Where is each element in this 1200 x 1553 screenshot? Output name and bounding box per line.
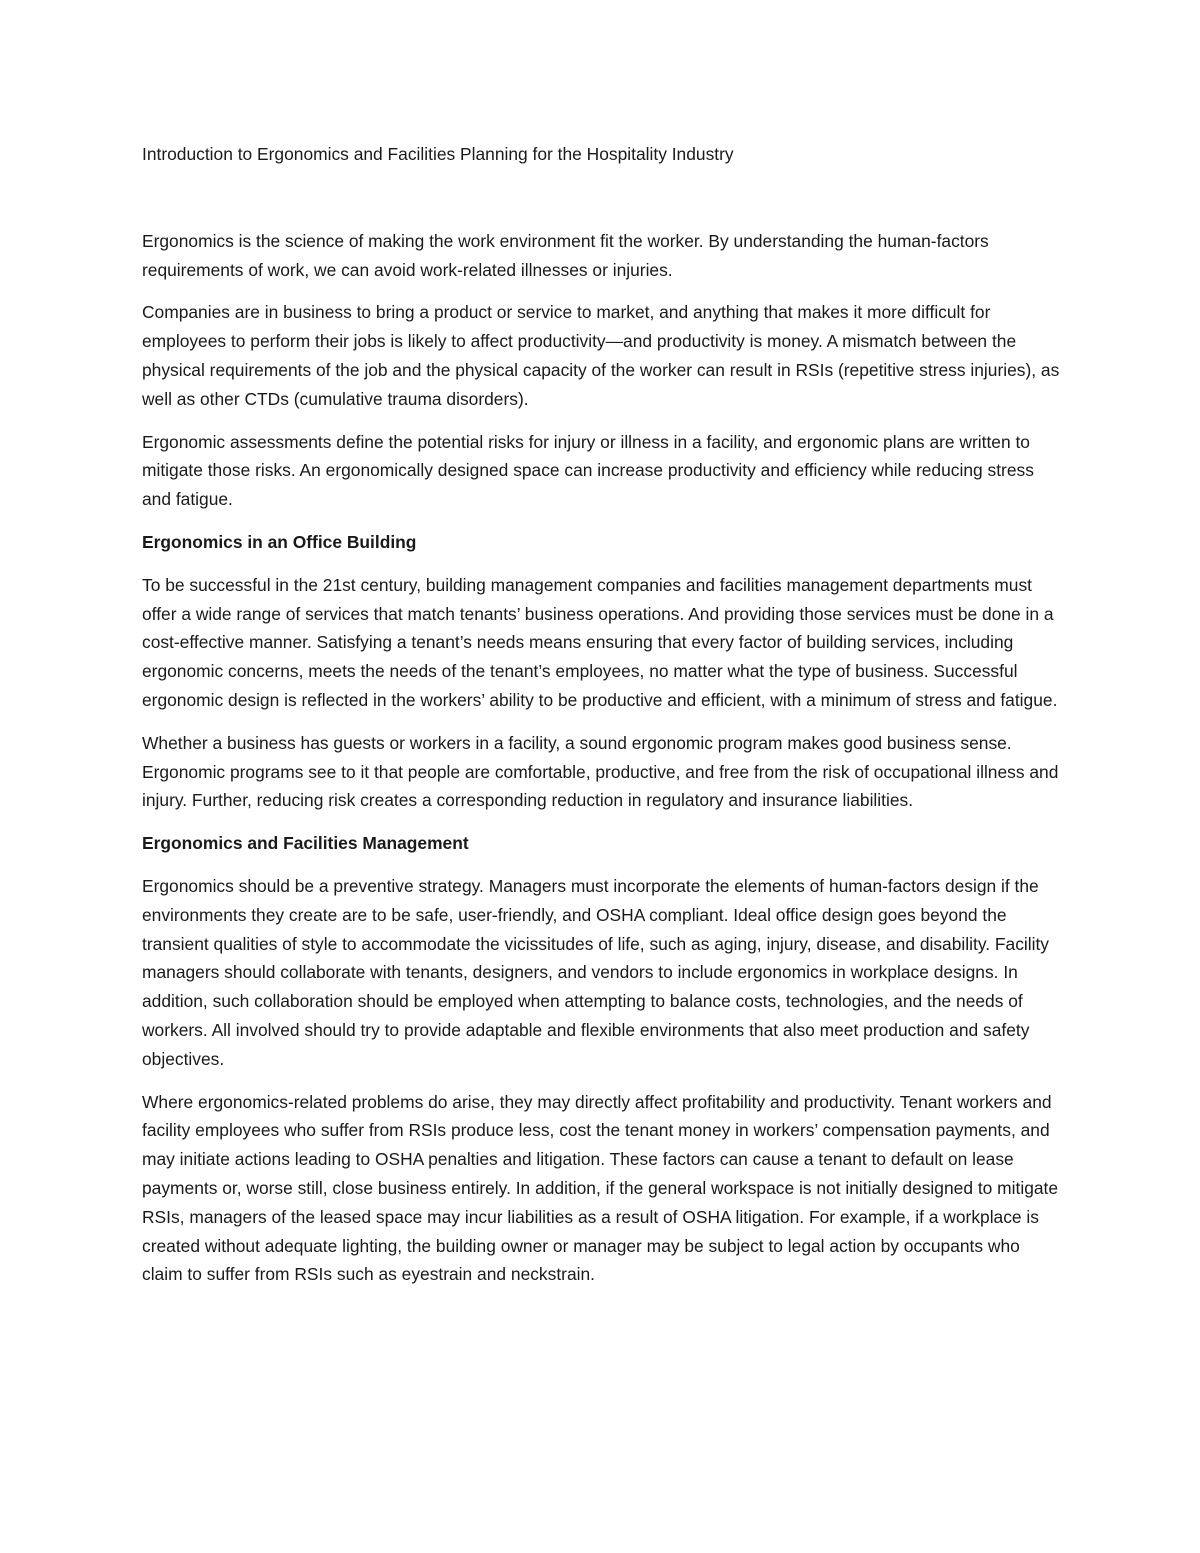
section-heading-facilities-management: Ergonomics and Facilities Management [142, 833, 469, 854]
paragraph: Ergonomics should be a preventive strategy. Managers must incorporate the elements of human-factors design if the environments they create are to be safe, user-friendly, and OSHA compliant. Ideal office design goes beyond the transient qualities of style to accommodate the vicissitudes of life, such as aging, injury, disease, and disability. Facility managers should collaborate with tenants, designers, and vendors to include ergonomics in workplace designs. In addition, such collaboration should be employed when attempting to balance costs, technologies, and the needs of workers. All involved should try to provide adaptable and flexible environments that also meet production and safety objectives. [142, 875, 1050, 1069]
paragraph: To be successful in the 21st century, building management companies and facilities management departments must offer a wide range of services that match tenants’ business operations. And providing those services must be done in a cost-effective manner. Satisfying a tenant’s needs means ensuring that every factor of building services, including ergonomic concerns, meets the needs of the tenant’s employees, no matter what the type of business. Successful ergonomic design is reflected in the workers’ ability to be productive and efficient, with a minimum of stress and fatigue. [142, 574, 1058, 710]
paragraph: Where ergonomics-related problems do arise, they may directly affect profitability and productivity. Tenant workers and facility employees who suffer from RSIs produce less, cost the tenant money in workers’ compensation payments, and may initiate actions leading to OSHA penalties and litigation. These factors can cause a tenant to default on lease payments or, worse still, close business entirely. In addition, if the general workspace is not initially designed to mitigate RSIs, managers of the leased space may incur liabilities as a result of OSHA litigation. For example, if a workplace is created without adequate lighting, the building owner or manager may be subject to legal action by occupants who claim to suffer from RSIs such as eyestrain and neckstrain. [142, 1091, 1059, 1285]
document-body [142, 140, 1060, 1303]
paragraph: Companies are in business to bring a product or service to market, and anything that makes it more difficult for employees to perform their jobs is likely to affect productivity—and productivity is money. A mismatch between the physical requirements of the job and the physical capacity of the worker can result in RSIs (repetitive stress injuries), as well as other CTDs (cumulative trauma disorders). [142, 302, 1060, 409]
paragraph: Ergonomics is the science of making the work environment fit the worker. By understanding the human-factors requirements of work, we can avoid work-related illnesses or injuries. [142, 230, 989, 280]
section-heading-office-building: Ergonomics in an Office Building [142, 531, 417, 552]
paragraph: Ergonomic assessments define the potential risks for injury or illness in a facility, and ergonomic plans are written to mitigate those risks. An ergonomically designed space can increase productivity and efficiency while reducing stress and fatigue. [142, 431, 1034, 510]
document-title: Introduction to Ergonomics and Facilities Planning for the Hospitality Industry [142, 144, 734, 164]
paragraph: Whether a business has guests or workers in a facility, a sound ergonomic program makes good business sense. Ergonomic programs see to it that people are comfortable, productive, and free from the risk of occupational illness and injury. Further, reducing risk creates a corresponding reduction in regulatory and insurance liabilities. [142, 732, 1059, 811]
